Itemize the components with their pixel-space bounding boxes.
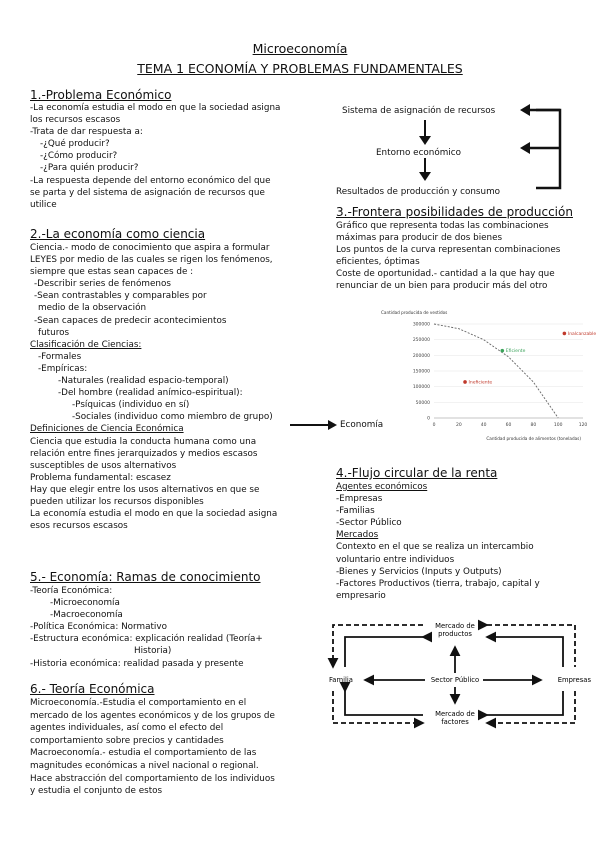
text-line: los recursos escasos (30, 115, 121, 126)
chart-y-tick: 50000 (415, 400, 430, 406)
down-arrow-icon (419, 136, 431, 145)
text-line: -Microeconomía (50, 598, 120, 609)
text-line: -Estructura económica: explicación realidad (Teoría+ (30, 634, 263, 645)
mercado-factores-label-2: factores (441, 718, 469, 726)
chart-y-tick: 100000 (412, 385, 430, 391)
text-line: agentes individuales, así como el efecto del (30, 723, 224, 734)
chart-point-label: Eficiente (505, 349, 526, 355)
text-line: relación entre fines jerarquizados y medios escasos (30, 448, 258, 459)
economia-label: Economía (340, 420, 384, 430)
chart-point (463, 380, 467, 384)
text-line: magnitudes económicas a nivel nacional o regional. (30, 760, 259, 771)
text-line: utilice (30, 199, 57, 210)
text-line: -La economía estudia el modo en que la sociedad asigna (30, 103, 281, 113)
chart-y-tick: 150000 (412, 369, 430, 375)
text-line: pueden utilizar los recursos disponibles (30, 496, 204, 507)
text-line: -Naturales (realidad espacio-temporal) (58, 376, 229, 387)
chart-x-tick: 100 (553, 423, 563, 428)
text-line: Microeconomía.-Estudia el comportamiento en el (30, 698, 247, 708)
text-line: susceptibles de usos alternativos (30, 460, 177, 471)
text-line: mercado de los agentes económicos y de los grupos de (30, 710, 275, 721)
text-line: -Política Económica: Normativo (30, 622, 167, 633)
left-arrow-icon (520, 104, 530, 116)
section-4-body (336, 481, 540, 602)
chart-x-tick: 40 (480, 423, 487, 428)
text-line: -Sociales (individuo como miembro de grupo) (72, 412, 273, 423)
chart-point-label: Ineficiente (468, 380, 493, 386)
text-line: siempre que estas sean capaces de : (30, 267, 194, 278)
text-line: -Teoría Económica: (30, 586, 113, 596)
page-title: Microeconomía (252, 41, 348, 56)
familia-label: Familia (329, 676, 353, 684)
section-6-body (30, 697, 275, 798)
chart-point (563, 332, 567, 336)
section-1-heading: 1.-Problema Económico (30, 88, 172, 102)
page-subtitle: TEMA 1 ECONOMÍA Y PROBLEMAS FUNDAMENTALES (137, 61, 463, 76)
definiciones-heading: Definiciones de Ciencia Económica (30, 424, 184, 435)
text-line: Coste de oportunidad.- cantidad a la que hay que (336, 269, 555, 280)
mercado-factores-label: Mercado de (435, 710, 475, 718)
text-line: -Historia económica: realidad pasada y presente (30, 658, 244, 669)
section-5-body (30, 585, 263, 670)
text-line: eficientes, óptimas (336, 257, 420, 268)
chart-ylabel: Cantidad producida de vestidos (381, 310, 448, 315)
entorno-economico-label: Entorno económico (376, 148, 462, 158)
text-line: -Empíricas: (38, 363, 88, 374)
text-line: medio de la observación (38, 303, 147, 314)
text-line: -Sector Público (336, 518, 402, 529)
text-line: -¿Para quién producir? (40, 163, 139, 174)
chart-xlabel: Cantidad producida de alimentos (toneladas) (486, 436, 581, 441)
chart-point (500, 349, 504, 353)
asignacion-diagram (410, 100, 580, 192)
chart-x-tick: 60 (505, 423, 512, 428)
chart-y-tick: 200000 (412, 353, 430, 359)
mercados-heading: Mercados (336, 530, 379, 541)
section-1-body (30, 102, 280, 211)
text-line: -Empresas (336, 494, 383, 505)
text-line: Ciencia que estudia la conducta humana como una (30, 436, 257, 447)
chart-point-label: Inalcanzable (567, 331, 597, 337)
text-line: -Sean contrastables y comparables por (34, 291, 207, 302)
sistema-asignacion-label: Sistema de asignación de recursos (342, 106, 496, 116)
text-line: y estudia el conjunto de estos (30, 786, 163, 797)
text-line: Gráfico que representa todas las combinaciones (336, 221, 549, 231)
text-line: La economía estudia el modo en que la sociedad asigna (30, 509, 278, 520)
section-6-heading: 6.- Teoría Económica (30, 682, 155, 696)
text-line: -¿Qué producir? (40, 139, 110, 150)
text-line: -Describir series de fenómenos (34, 279, 171, 290)
clasificacion-heading: Clasificación de Ciencias: (30, 339, 142, 350)
text-line: Contexto en el que se realiza un intercambio (336, 542, 534, 553)
empresas-label: Empresas (557, 676, 591, 684)
ppf-chart (378, 306, 597, 446)
text-line: Hace abstracción del comportamiento de los individuos (30, 773, 275, 784)
economia-arrow-icon (290, 419, 338, 431)
chart-x-tick: 120 (578, 423, 588, 428)
text-line: comportamiento sobre precios y cantidades (30, 735, 224, 746)
text-line: esos recursos escasos (30, 521, 128, 532)
chart-y-tick: 0 (427, 416, 430, 422)
text-line: -Del hombre (realidad anímico-espiritual): (58, 388, 243, 399)
sector-publico-label: Sector Público (430, 676, 480, 684)
text-line: -Formales (38, 351, 82, 362)
agentes-heading: Agentes económicos (336, 482, 428, 492)
text-line: -Macroeconomía (50, 610, 123, 621)
section-3-heading: 3.-Frontera posibilidades de producción (336, 205, 573, 219)
section-3-body (336, 220, 560, 293)
section-2-heading: 2.-La economía como ciencia (30, 227, 206, 241)
chart-x-tick: 80 (530, 423, 537, 428)
resultados-label: Resultados de producción y consumo (336, 187, 501, 197)
circular-flow-diagram (325, 615, 595, 735)
section-4-heading: 4.-Flujo circular de la renta (336, 466, 498, 480)
section-2-body (30, 242, 277, 532)
mercado-productos-label: Mercado de (435, 622, 475, 630)
text-line: voluntario entre individuos (336, 554, 455, 565)
text-line: -Psíquicas (individuo en sí) (72, 400, 190, 411)
text-line: LEYES por medio de las cuales se rigen los fenómenos, (30, 255, 273, 266)
text-line: máximas para producir de dos bienes (336, 233, 503, 244)
text-line: se parta y del sistema de asignación de recursos que (30, 187, 265, 198)
text-line: Hay que elegir entre los usos alternativos en que se (30, 484, 260, 495)
chart-x-tick: 0 (432, 423, 436, 428)
down-arrow-icon (419, 172, 431, 181)
text-line: Los puntos de la curva representan combinaciones (336, 245, 561, 256)
text-line: -Sean capaces de predecir acontecimientos (34, 315, 227, 326)
text-line: Ciencia.- modo de conocimiento que aspira a formular (30, 243, 270, 253)
text-line: -Familias (336, 506, 375, 517)
mercado-productos-label-2: productos (438, 630, 472, 638)
section-5-heading: 5.- Economía: Ramas de conocimiento (30, 570, 261, 584)
text-line: Historia) (134, 646, 172, 657)
chart-x-tick: 20 (455, 423, 462, 428)
text-line: futuros (38, 327, 70, 338)
text-line: Problema fundamental: escasez (30, 472, 171, 483)
text-line: -La respuesta depende del entorno económico del que (30, 175, 271, 186)
text-line: Macroeconomía.- estudia el comportamiento de las (30, 748, 257, 759)
text-line: renunciar de un bien para producir más del otro (336, 281, 548, 292)
text-line: -Factores Productivos (tierra, trabajo, capital y (336, 578, 540, 589)
text-line: -Trata de dar respuesta a: (30, 127, 143, 138)
text-line: -Bienes y Servicios (Inputs y Outputs) (336, 566, 502, 577)
chart-y-tick: 300000 (412, 322, 430, 328)
text-line: empresario (336, 590, 386, 601)
left-arrow-icon (520, 142, 530, 154)
chart-y-tick: 250000 (412, 338, 430, 344)
text-line: -¿Cómo producir? (40, 151, 118, 162)
